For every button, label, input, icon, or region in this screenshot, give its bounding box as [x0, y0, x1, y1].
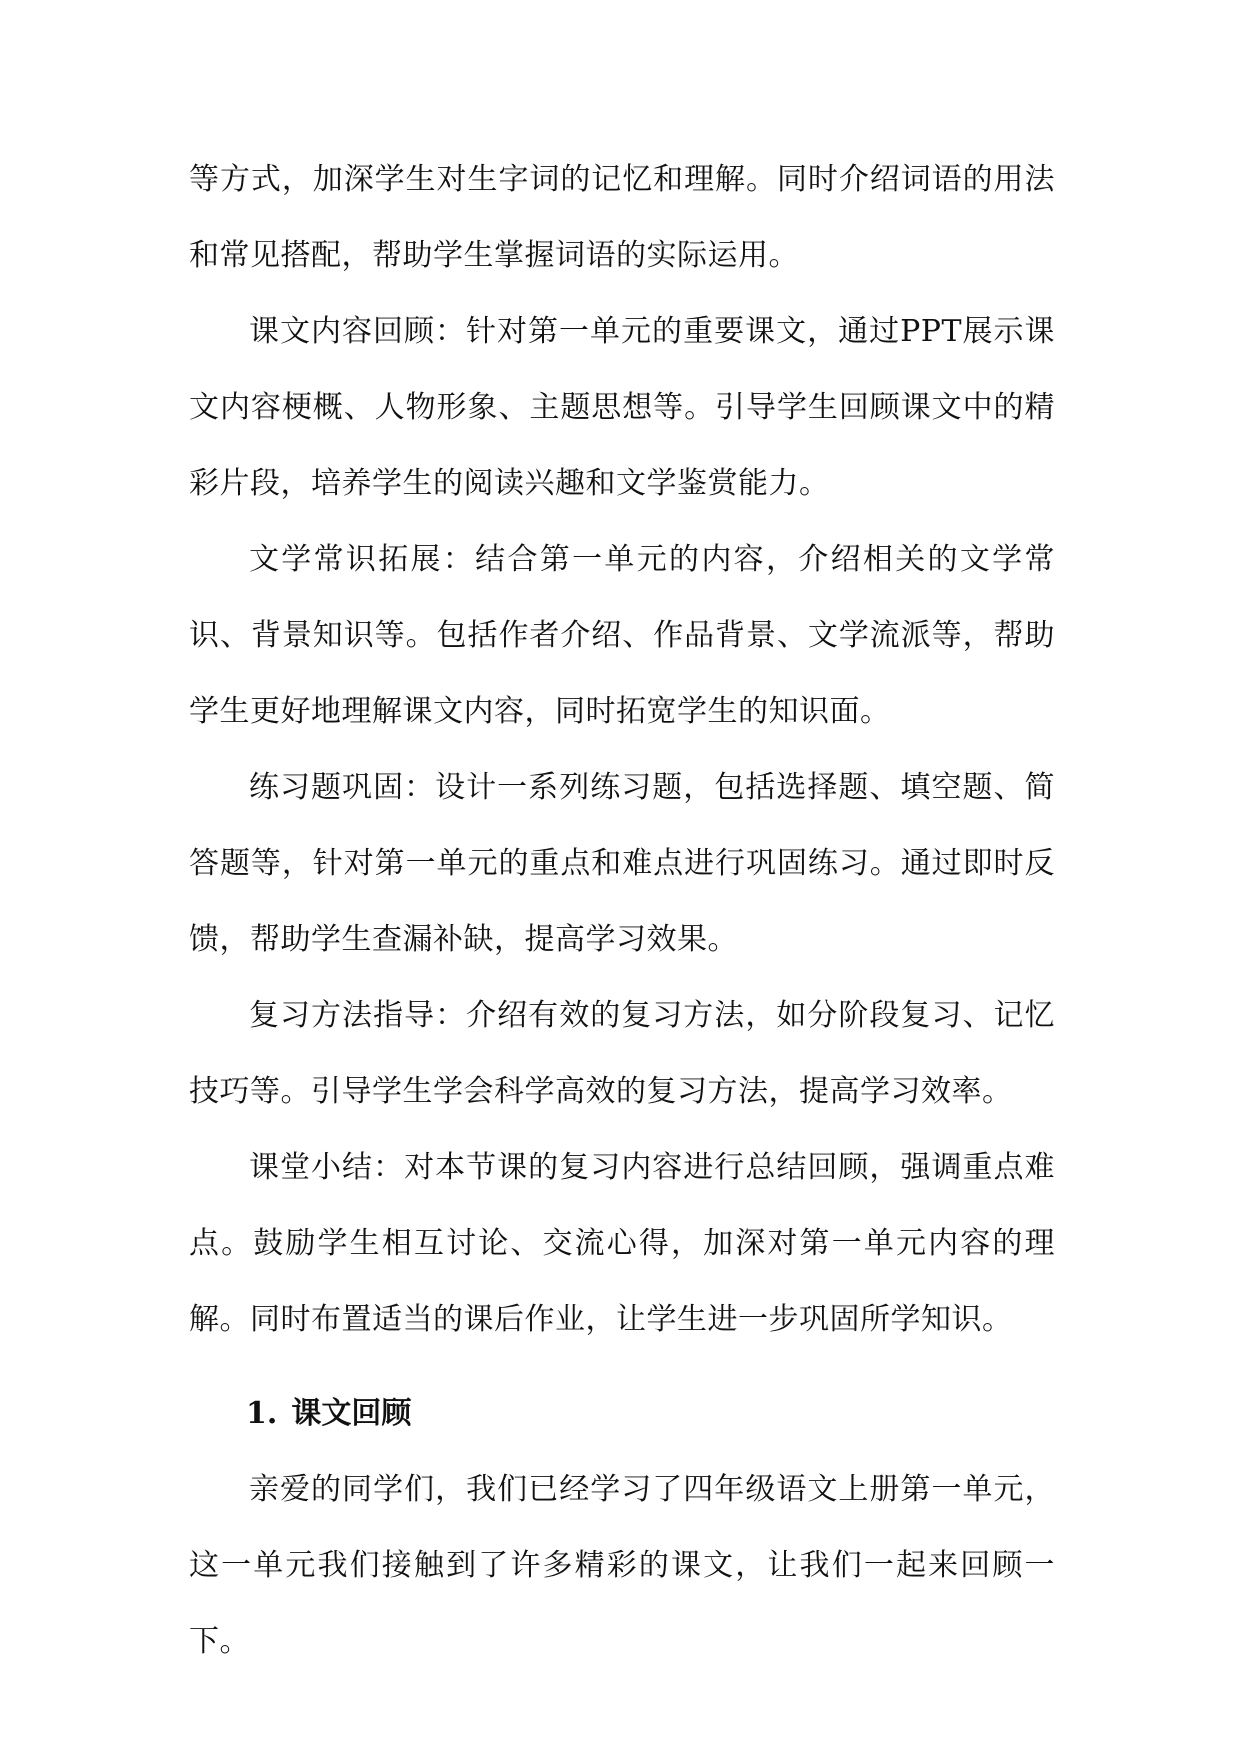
paragraph-class-summary: 课堂小结：对本节课的复习内容进行总结回顾，强调重点难点。鼓励学生相互讨论、交流心得，加深对第一单元内容的理解。同时布置适当的课后作业，让学生进一步巩固所学知识。 — [189, 1150, 1055, 1337]
paragraph-exercises: 练习题巩固：设计一系列练习题，包括选择题、填空题、简答题等，针对第一单元的重点和难点进行巩固练习。通过即时反馈，帮助学生查漏补缺，提高学习效果。 — [189, 770, 1055, 957]
paragraph-review-methods: 复习方法指导：介绍有效的复习方法，如分阶段复习、记忆技巧等。引导学生学会科学高效的复习方法，提高学习效率。 — [189, 998, 1055, 1109]
paragraph-continued: 等方式，加深学生对生字词的记忆和理解。同时介绍词语的用法和常见搭配，帮助学生掌握词语的实际运用。 — [189, 162, 1055, 273]
paragraph-text-review: 课文内容回顾：针对第一单元的重要课文，通过PPT展示课文内容梗概、人物形象、主题思想等。引导学生回顾课文中的精彩片段，培养学生的阅读兴趣和文学鉴赏能力。 — [189, 314, 1055, 501]
section-paragraph: 亲爱的同学们，我们已经学习了四年级语文上册第一单元，这一单元我们接触到了许多精彩的课文，让我们一起来回顾一下。 — [189, 1472, 1055, 1659]
paragraph-literary-knowledge: 文学常识拓展：结合第一单元的内容，介绍相关的文学常识、背景知识等。包括作者介绍、作品背景、文学流派等，帮助学生更好地理解课文内容，同时拓宽学生的知识面。 — [189, 542, 1055, 729]
section-title: 课文回顾 — [291, 1396, 412, 1431]
document-page — [189, 142, 1055, 1680]
section-heading — [189, 1376, 1055, 1452]
section-number: 1. — [246, 1396, 278, 1431]
